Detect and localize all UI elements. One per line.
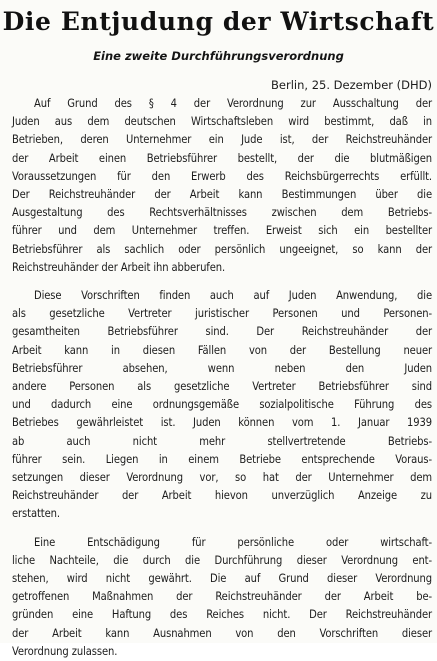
text-line: liche Nachteile, die durch die Durchführung dieser Verordnung ent- (12, 553, 432, 567)
text-line: der Arbeit einen Betriebsführer bestellt, der die blutmäßigen (12, 151, 432, 165)
text-line: Reichstreuhänder der Arbeit ihn abberufen. (12, 260, 226, 274)
text-line: und dadurch eine ordnungsgemäße sozialpolitische Führung des (12, 398, 432, 412)
text-line: Juden aus dem deutschen Wirtschaftsleben wird bestimmt, daß in (12, 115, 432, 129)
dateline: Berlin, 25. Dezember (DHD) (271, 78, 432, 92)
text-line: gründen eine Haftung des Reiches nicht. Der Reichstreuhänder (12, 608, 432, 622)
text-line: Verordnung zulassen. (12, 644, 118, 658)
text-line: Auf Grund des § 4 der Verordnung zur Ausschaltung der (34, 97, 432, 110)
text-line: gesamtheiten Betriebsführer sind. Der Reichstreuhänder der (12, 325, 432, 339)
text-line: erstatten. (12, 507, 60, 521)
text-line: Diese Vorschriften finden auch auf Juden Anwendung, die (34, 289, 432, 302)
text-line: Betriebsführer als sachlich oder persönlich ungeeignet, so kann der (12, 242, 432, 256)
text-line: führer und dem Unternehmer treffen. Erweist sich ein bestellter (12, 224, 432, 238)
text-line: Der Reichstreuhänder der Arbeit kann Bestimmungen über die (12, 187, 432, 201)
text-line: andere Personen als gesetzliche Vertreter Betriebsführer sind (12, 379, 432, 393)
text-line: Betrieben, deren Unternehmer ein Jude ist, der Reichstreuhänder (12, 133, 432, 147)
paragraph-3 (12, 534, 432, 661)
text-line: führer sein. Liegen in einem Betriebe entsprechende Voraus- (12, 452, 432, 466)
text-line: als gesetzliche Vertreter juristischer Personen und Personen- (12, 307, 432, 321)
text-line: Reichstreuhänder der Arbeit hievon unverzüglich Anzeige zu (12, 489, 432, 503)
text-line: stehen, wird nicht gewährt. Die auf Grund dieser Verordnung (12, 571, 432, 585)
text-line: Betriebes gewährleistet ist. Juden können vom 1. Januar 1939 (12, 416, 432, 430)
headline: Die Entjudung der Wirtschaft (2, 7, 435, 36)
text-line: Voraussetzungen für den Erwerb des Reichsbürgerrechts erfüllt. (12, 169, 432, 183)
text-line: Betriebsführer absehen, wenn neben den Juden (12, 361, 432, 375)
text-line: Ausgestaltung des Rechtsverhältnisses zwischen dem Betriebs- (12, 206, 432, 220)
paragraph-1 (12, 95, 432, 277)
text-line: getroffenen Maßnahmen der Reichstreuhänder der Arbeit be- (12, 590, 432, 604)
text-line: setzungen dieser Verordnung vor, so hat der Unternehmer dem (12, 470, 432, 484)
text-line: der Arbeit kann Ausnahmen von den Vorschriften dieser (12, 626, 432, 640)
subheadline: Eine zweite Durchführungsverordnung (93, 49, 344, 63)
paragraph-2 (12, 287, 432, 523)
text-line: Eine Entschädigung für persönliche oder wirtschaft- (34, 535, 432, 549)
text-line: Arbeit kann in diesen Fällen von der Bestellung neuer (12, 343, 432, 357)
text-line: ab auch nicht mehr stellvertretende Betriebs- (12, 434, 432, 448)
